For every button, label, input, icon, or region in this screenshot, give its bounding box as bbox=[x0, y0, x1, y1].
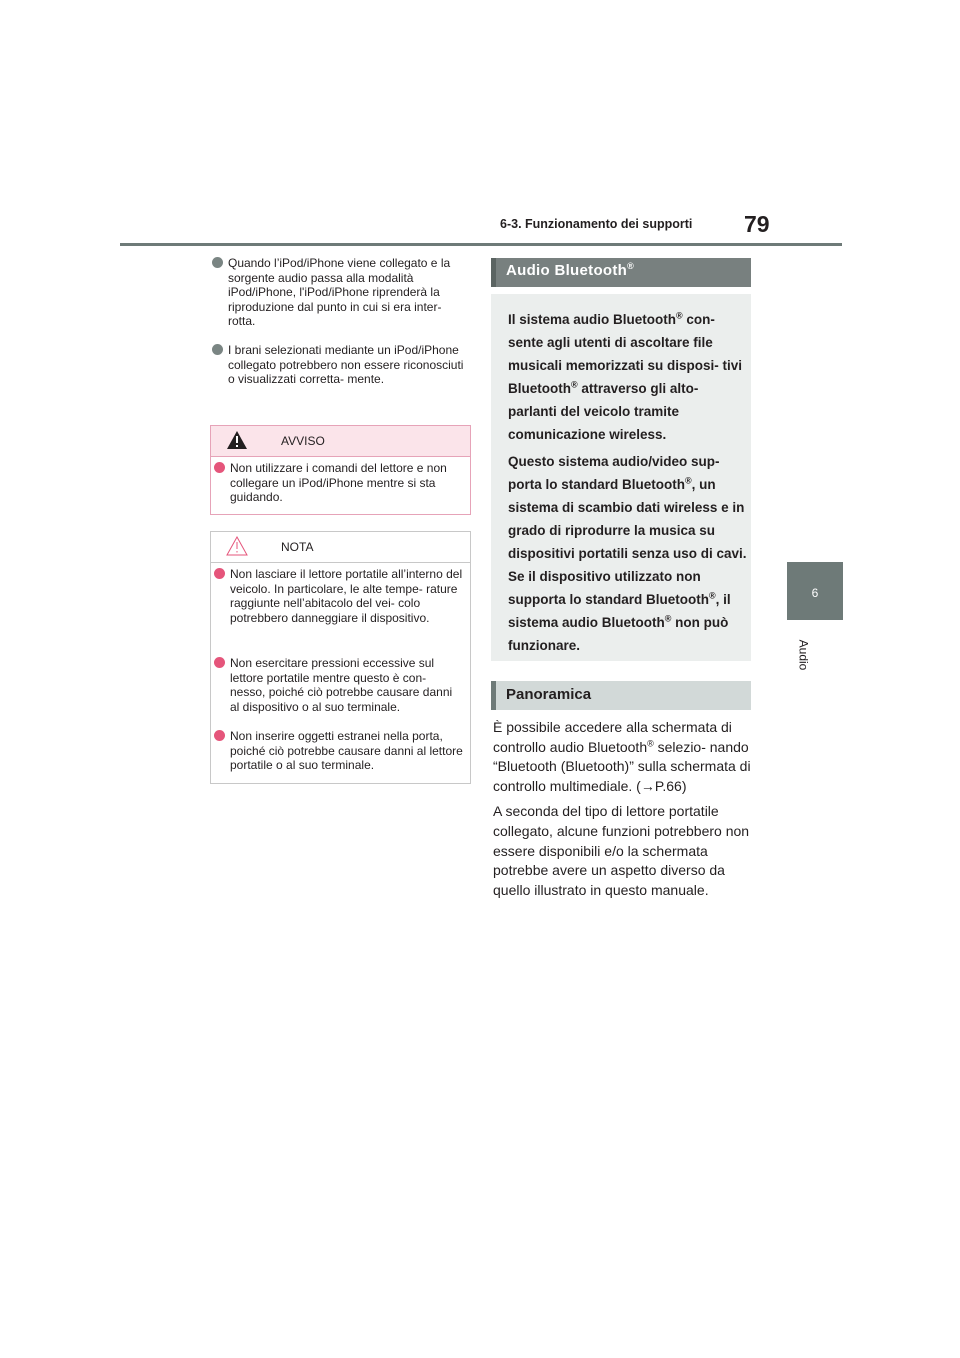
paragraph: È possibile accedere alla schermata di controllo audio Bluetooth® selezio- nando “Bluetooth (Bluetooth)” sulla schermata di controllo multimediale. (→P.66) bbox=[493, 719, 751, 794]
bullet-icon bbox=[214, 657, 225, 668]
heading-text: Audio Bluetooth bbox=[506, 262, 628, 279]
chapter-number: 6 bbox=[811, 586, 819, 600]
bullet-icon bbox=[212, 257, 223, 268]
heading-text: Panoramica bbox=[506, 686, 592, 703]
body-text bbox=[493, 718, 753, 906]
bullet-icon bbox=[214, 730, 225, 741]
note-title: NOTA bbox=[281, 540, 314, 554]
warning-box bbox=[210, 425, 471, 515]
section-heading-bluetooth: Audio Bluetooth® bbox=[491, 258, 751, 287]
section-heading-panoramica bbox=[491, 681, 751, 710]
intro-paragraph: Questo sistema audio/video sup- porta lo standard Bluetooth®, un sistema di scambio dati wireless e in grado di riprodurre la musica su dispositivi portatili senza uso di cavi. Se il dispositivo utilizzato non supporta lo standard Bluetooth®, il sistema audio Bluetooth® non può funzionare. bbox=[508, 454, 747, 653]
chapter-label bbox=[786, 630, 846, 670]
section-title: 6-3. Funzionamento dei supporti bbox=[500, 217, 693, 231]
bullet-icon bbox=[214, 568, 225, 579]
page-number: 79 bbox=[744, 211, 770, 237]
list-item: Non inserire oggetti estranei nella porta, poiché ciò potrebbe causare danni al lettore portatile o al suo terminale. bbox=[214, 729, 464, 773]
list-item: Non esercitare pressioni eccessive sul lettore portatile mentre questo è con- nesso, poiché ciò potrebbe causare danni al dispositivo o al suo terminale. bbox=[214, 656, 464, 714]
warning-title: AVVISO bbox=[281, 434, 325, 448]
intro-box bbox=[491, 294, 751, 661]
bullet-icon bbox=[214, 462, 225, 473]
caution-triangle-icon bbox=[226, 536, 248, 556]
chapter-label-text: Audio bbox=[796, 639, 811, 671]
chapter-tab bbox=[787, 562, 843, 620]
heading-stripe bbox=[491, 681, 496, 710]
list-item: Quando l’iPod/iPhone viene collegato e la sorgente audio passa alla modalità iPod/iPhone, l'iPod/iPhone riprenderà la riproduzione dal punto in cui si era inter- rotta. bbox=[212, 256, 470, 329]
warning-triangle-icon bbox=[226, 430, 248, 450]
paragraph: A seconda del tipo di lettore portatile collegato, alcune funzioni potrebbero non essere disponibili e/o la schermata potrebbe avere un aspetto diverso da quello illustrato in questo manuale. bbox=[493, 803, 750, 898]
list-item: I brani selezionati mediante un iPod/iPhone collegato potrebbero non essere riconosciuti o visualizzati corretta- mente. bbox=[212, 343, 470, 387]
intro-text bbox=[508, 308, 748, 661]
intro-paragraph: Il sistema audio Bluetooth® con- sente agli utenti di ascoltare file musicali memorizzati su disposi- tivi Bluetooth® attraverso gli alto- parlanti del veicolo tramite comunicazione wireless. bbox=[508, 310, 743, 442]
note-box bbox=[210, 531, 471, 784]
bullet-icon bbox=[212, 344, 223, 355]
list-item: Non lasciare il lettore portatile all’interno del veicolo. In particolare, le alte tempe- rature raggiunte nell’abitacolo del vei- colo potrebbero danneggiare il dispositivo. bbox=[214, 567, 464, 625]
note-header bbox=[211, 532, 470, 563]
header-rule bbox=[120, 243, 842, 246]
heading-stripe bbox=[491, 258, 496, 287]
warning-header bbox=[211, 426, 470, 457]
list-item: Non utilizzare i comandi del lettore e non collegare un iPod/iPhone mentre si sta guidando. bbox=[214, 461, 464, 505]
